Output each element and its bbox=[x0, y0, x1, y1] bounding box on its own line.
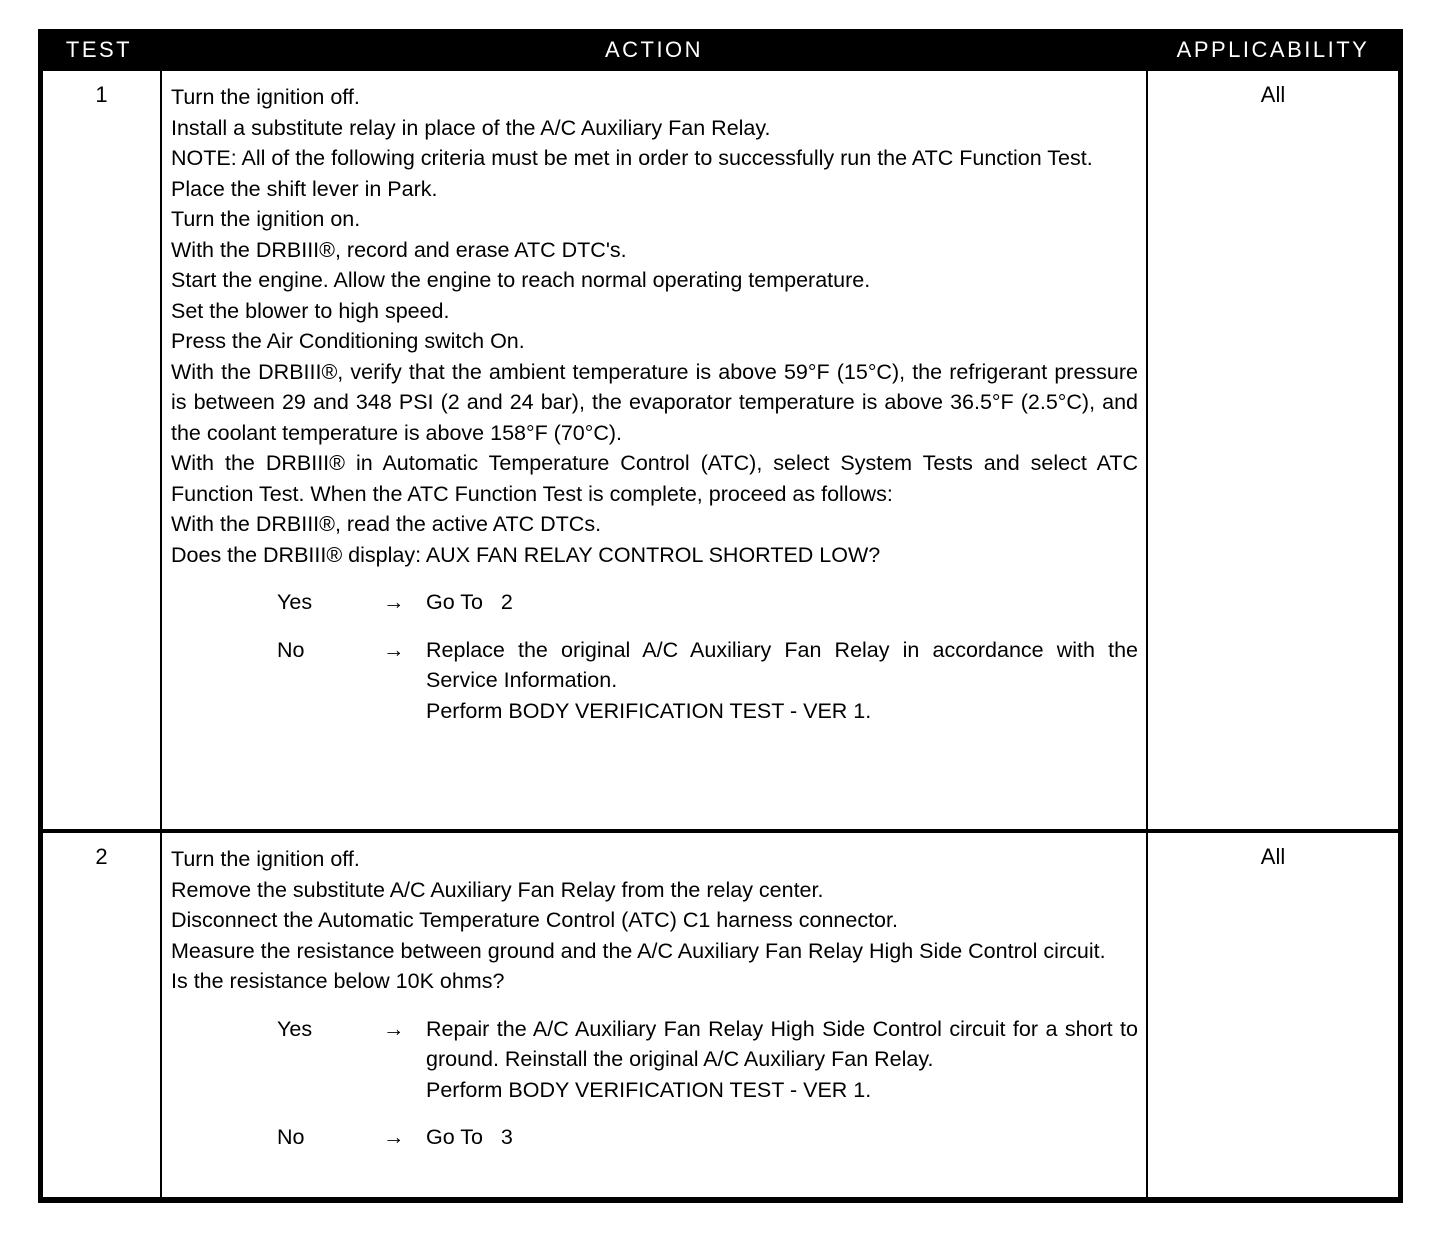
step-text: With the DRBIII® in Automatic Temperature Control (ATC), select System Tests and select ATC Function Test. When the ATC Function Test is complete, proceed as follows: bbox=[171, 451, 1138, 506]
header-test: TEST bbox=[65, 37, 133, 62]
step-text: With the DRBIII®, verify that the ambient temperature is above 59°F (15°C), the refrigerant pressure is between 29 and 348 PSI (2 and 24 bar), the evaporator temperature is above 36.5°F (2.5°C), and the coolant temperature is above 158°F (70°C). bbox=[171, 359, 1138, 445]
right-arrow-icon: → bbox=[383, 637, 405, 662]
branch-result-line: Go To 2 bbox=[426, 590, 513, 614]
step-text: Disconnect the Automatic Temperature Control (ATC) C1 harness connector. bbox=[171, 908, 898, 932]
branch-label-no: No bbox=[277, 637, 305, 662]
branch-result-line: Replace the original A/C Auxiliary Fan Relay in accordance with the Service Information. bbox=[426, 637, 1138, 692]
step-question: Is the resistance below 10K ohms? bbox=[171, 969, 505, 993]
branch-no bbox=[171, 635, 1138, 727]
action-cell-2 bbox=[162, 833, 1146, 1197]
diagnostic-table bbox=[38, 29, 1403, 1203]
branch-result-line: Perform BODY VERIFICATION TEST - VER 1. bbox=[426, 698, 872, 723]
right-arrow-icon: → bbox=[383, 590, 405, 614]
step-text: Set the blower to high speed. bbox=[171, 298, 450, 323]
header-action: ACTION bbox=[604, 37, 704, 62]
right-arrow-icon: → bbox=[383, 1125, 405, 1149]
step-text: Turn the ignition off. bbox=[171, 85, 360, 109]
branch-result bbox=[426, 635, 1138, 727]
step-text: Place the shift lever in Park. bbox=[171, 176, 438, 201]
step-text: Press the Air Conditioning switch On. bbox=[171, 329, 525, 353]
branch-result bbox=[426, 1122, 1138, 1153]
branch-no bbox=[171, 1122, 1138, 1153]
header-applicability: APPLICABILITY bbox=[1176, 37, 1370, 62]
branch-result bbox=[426, 587, 1138, 618]
branch-yes bbox=[171, 1014, 1138, 1106]
step-text: Start the engine. Allow the engine to reach normal operating temperature. bbox=[171, 268, 871, 292]
branch-yes bbox=[171, 587, 1138, 618]
branch-label-yes: Yes bbox=[277, 590, 313, 614]
step-text: Install a substitute relay in place of the A/C Auxiliary Fan Relay. bbox=[171, 115, 771, 140]
branch-result bbox=[426, 1014, 1138, 1106]
right-arrow-icon: → bbox=[383, 1016, 405, 1041]
step-text: Turn the ignition off. bbox=[171, 847, 360, 871]
branch-result-line: Go To 3 bbox=[426, 1125, 513, 1149]
step-text: Remove the substitute A/C Auxiliary Fan Relay from the relay center. bbox=[171, 877, 824, 902]
test-number-1: 1 bbox=[43, 71, 160, 829]
branch-result-line: Perform BODY VERIFICATION TEST - VER 1. bbox=[426, 1077, 872, 1102]
action-cell-1 bbox=[162, 71, 1146, 829]
applicability-2: All bbox=[1148, 833, 1398, 1197]
applicability-1: All bbox=[1148, 71, 1398, 829]
step-text: Turn the ignition on. bbox=[171, 207, 361, 231]
step-question: Does the DRBIII® display: AUX FAN RELAY CONTROL SHORTED LOW? bbox=[171, 542, 881, 567]
step-text: With the DRBIII®, record and erase ATC DTC's. bbox=[171, 237, 627, 262]
step-text: NOTE: All of the following criteria must be met in order to successfully run the ATC Function Test. bbox=[171, 146, 1093, 170]
step-text: With the DRBIII®, read the active ATC DTCs. bbox=[171, 512, 602, 536]
step-text: Measure the resistance between ground and the A/C Auxiliary Fan Relay High Side Control circuit. bbox=[171, 938, 1106, 963]
branch-result-line: Repair the A/C Auxiliary Fan Relay High Side Control circuit for a short to ground. Reinstall the original A/C Auxiliary Fan Relay. bbox=[426, 1016, 1138, 1071]
branch-label-no: No bbox=[277, 1125, 305, 1149]
branch-label-yes: Yes bbox=[277, 1016, 313, 1041]
test-number-2: 2 bbox=[43, 833, 160, 1197]
